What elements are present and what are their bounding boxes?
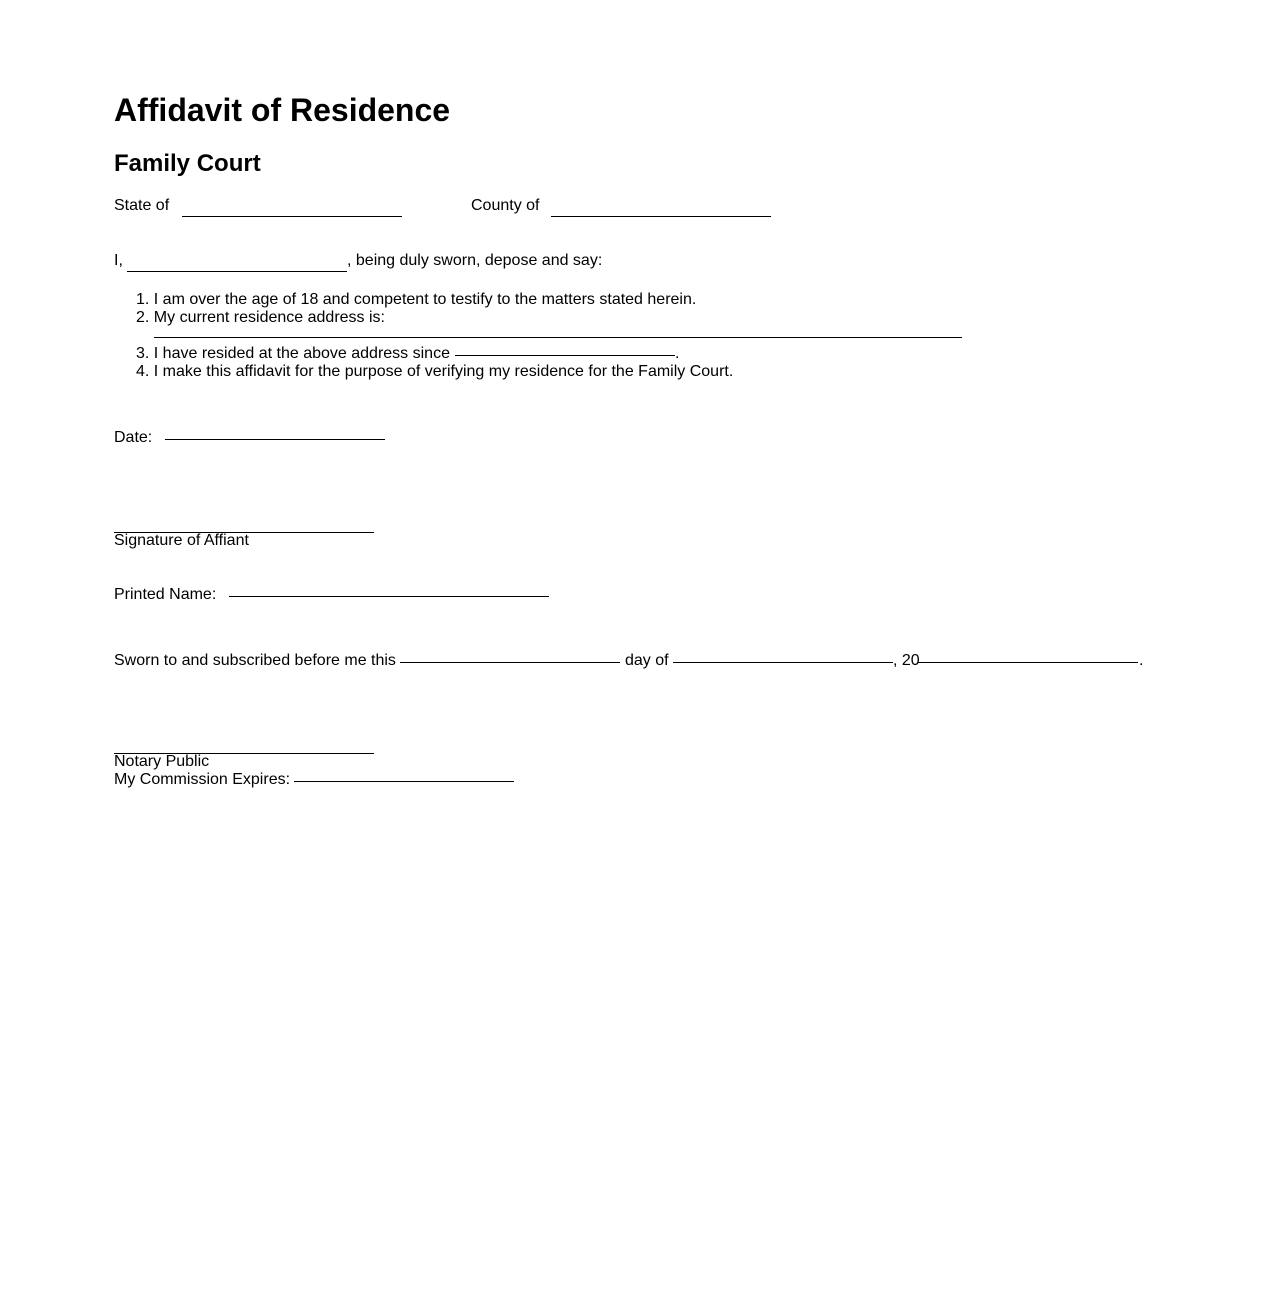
notary-label: Notary Public	[114, 753, 210, 770]
sworn-month-field[interactable]	[673, 662, 893, 663]
sworn-period: .	[1139, 652, 1144, 669]
intro-prefix: I,	[114, 252, 123, 269]
document-title: Affidavit of Residence	[114, 92, 451, 128]
printed-name-field[interactable]	[229, 596, 549, 597]
date-label: Date:	[114, 429, 153, 446]
resided-since-field[interactable]	[455, 355, 675, 356]
printed-name-label: Printed Name:	[114, 586, 217, 603]
affiant-name-field[interactable]	[127, 271, 347, 272]
state-field[interactable]	[182, 216, 402, 217]
commission-label: My Commission Expires:	[114, 771, 291, 788]
item-4: 4. I make this affidavit for the purpose of verifying my residence for the Family Court.	[136, 363, 734, 380]
sworn-prefix: Sworn to and subscribed before me this	[114, 652, 396, 669]
item-3: 3. I have resided at the above address since	[136, 345, 450, 362]
address-field[interactable]	[154, 337, 962, 338]
document-subtitle: Family Court	[114, 150, 261, 177]
item-1: 1. I am over the age of 18 and competent to testify to the matters stated herein.	[136, 291, 697, 308]
sworn-day-field[interactable]	[400, 662, 620, 663]
state-label: State of	[114, 197, 170, 214]
county-label: County of	[471, 197, 540, 214]
date-field[interactable]	[165, 439, 385, 440]
sworn-year-prefix: , 20	[893, 652, 920, 669]
item-2: 2. My current residence address is:	[136, 309, 385, 326]
commission-expires-field[interactable]	[294, 781, 514, 782]
item-3-period: .	[675, 345, 680, 362]
signature-label: Signature of Affiant	[114, 532, 249, 549]
sworn-day-of: day of	[625, 652, 669, 669]
sworn-year-field[interactable]	[918, 662, 1138, 663]
intro-suffix: , being duly sworn, depose and say:	[347, 252, 603, 269]
county-field[interactable]	[551, 216, 771, 217]
